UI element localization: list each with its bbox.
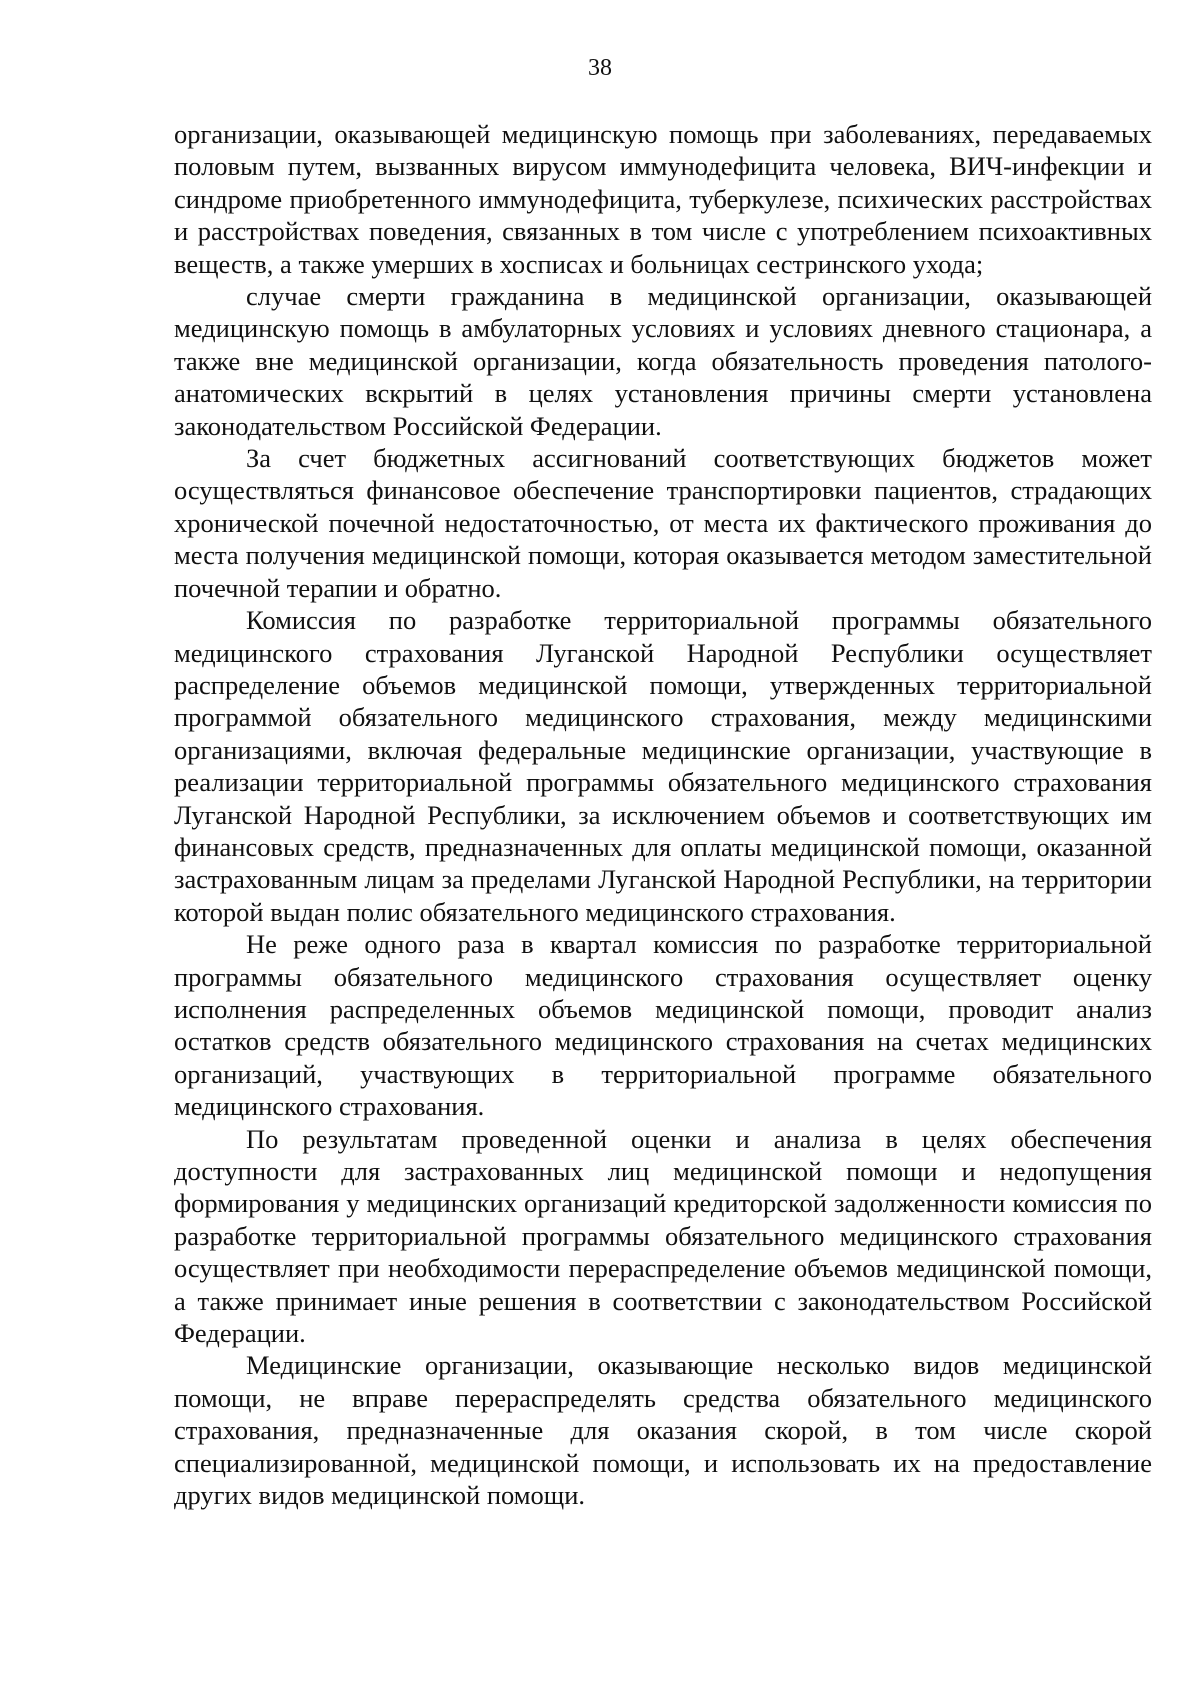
paragraph-2: случае смерти гражданина в медицинской организации, оказывающей медицинскую помощь в амбулаторных условиях и условиях дневного стационара, а также вне медицинской организации, когда обязательность проведения патолого-анатомических вскрытий в целях установления причины смерти установлена законодательством Российской Федерации. [174, 281, 1152, 441]
paragraph-1: организации, оказывающей медицинскую помощь при заболеваниях, передаваемых половым путем, вызванных вирусом иммунодефицита человека, ВИЧ-инфекции и синдроме приобретенного иммунодефицита, туберкулезе, психических расстройствах и расстройствах поведения, связанных в том числе с употреблением психоактивных веществ, а также умерших в хосписах и больницах сестринского ухода; [174, 119, 1152, 279]
document-body [174, 118, 1152, 1511]
paragraph-7: Медицинские организации, оказывающие несколько видов медицинской помощи, не вправе перераспределять средства обязательного медицинского страхования, предназначенные для оказания скорой, в том числе скорой специализированной, медицинской помощи, и использовать их на предоставление других видов медицинской помощи. [174, 1350, 1152, 1511]
paragraph-6: По результатам проведенной оценки и анализа в целях обеспечения доступности для застрахованных лиц медицинской помощи и недопущения формирования у медицинских организаций кредиторской задолженности комиссия по разработке территориальной программы обязательного медицинского страхования осуществляет при необходимости перераспределение объемов медицинской помощи, а также принимает иные решения в соответствии с законодательством Российской Федерации. [174, 1123, 1152, 1349]
paragraph-3: За счет бюджетных ассигнований соответствующих бюджетов может осуществляться финансовое обеспечение транспортировки пациентов, страдающих хронической почечной недостаточностью, от места их фактического проживания до места получения медицинской помощи, которая оказывается методом заместительной почечной терапии и обратно. [174, 443, 1152, 603]
paragraph-4: Комиссия по разработке территориальной программы обязательного медицинского страхования Луганской Народной Республики осуществляет распределение объемов медицинской помощи, утвержденных территориальной программой обязательного медицинского страхования, между медицинскими организациями, включая федеральные медицинские организации, участвующие в реализации территориальной программы обязательного медицинского страхования Луганской Народной Республики, за исключением объемов и соответствующих им финансовых средств, предназначенных для оплаты медицинской помощи, оказанной застрахованным лицам за пределами Луганской Народной Республики, на территории которой выдан полис обязательного медицинского страхования. [174, 605, 1152, 927]
paragraph-5: Не реже одного раза в квартал комиссия по разработке территориальной программы обязательного медицинского страхования осуществляет оценку исполнения распределенных объемов медицинской помощи, проводит анализ остатков средств обязательного медицинского страхования на счетах медицинских организаций, участвующих в территориальной программе обязательного медицинского страхования. [174, 929, 1152, 1122]
page-number: 38 [588, 55, 612, 81]
